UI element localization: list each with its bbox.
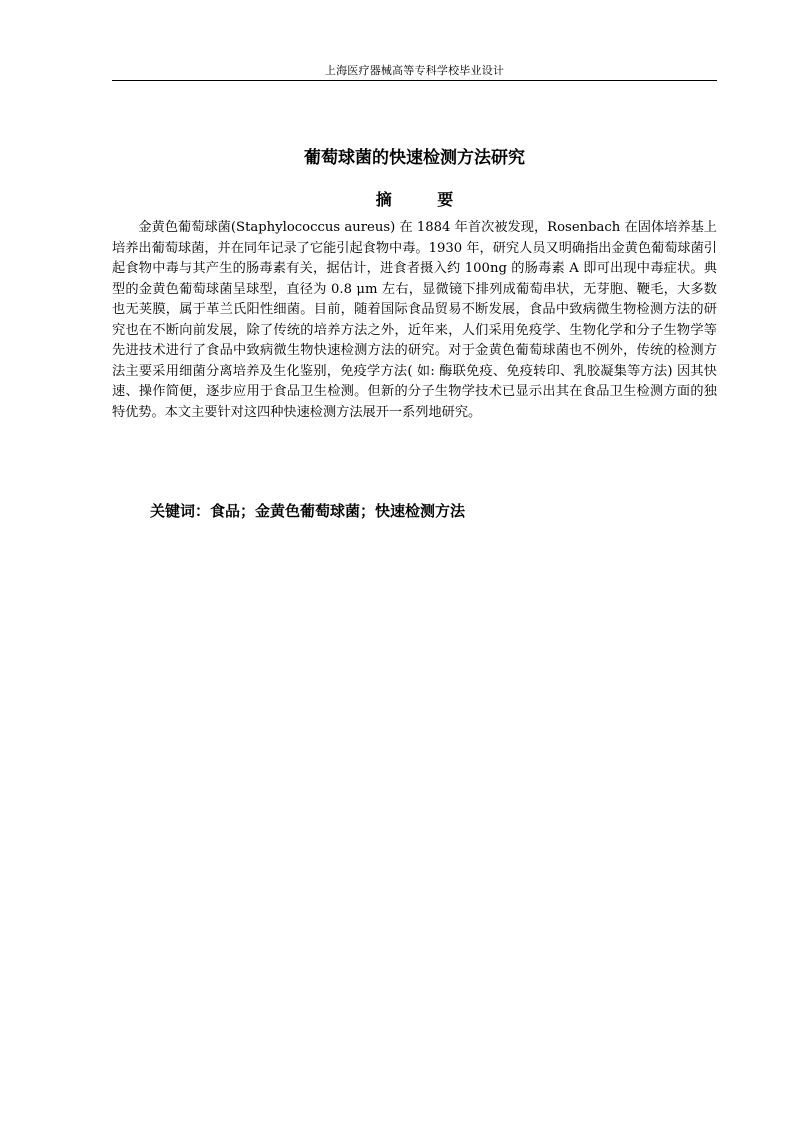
header-rule	[112, 80, 717, 81]
abstract-body	[112, 218, 717, 423]
keywords-line: 关键词：食品；金黄色葡萄球菌；快速检测方法	[150, 502, 466, 520]
running-header: 上海医疗器械高等专科学校毕业设计	[324, 64, 505, 77]
abstract-heading: 摘 要	[375, 190, 474, 209]
abstract-paragraph: 金黄色葡萄球菌(Staphylococcus aureus) 在 1884 年首次被发现，Rosenbach 在固体培养基上培养出葡萄球菌，并在同年记录了它能引起食物中毒。1930 年，研究人员又明确指出金黄色葡萄球菌引起食物中毒与其产生的肠毒素有关，据估计，进食者摄入约 100ng 的肠毒素 A 即可出现中毒症状。典型的金黄色葡萄球菌呈球型，直径为 0.8 μm 左右，显微镜下排列成葡萄串状，无芽胞、鞭毛，大多数也无荚膜，属于革兰氏阳性细菌。目前，随着国际食品贸易不断发展，食品中致病微生物检测方法的研究也在不断向前发展，除了传统的培养方法之外，近年来，人们采用免疫学、生物化学和分子生物学等先进技术进行了食品中致病微生物快速检测方法的研究。对于金黄色葡萄球菌也不例外，传统的检测方法主要采用细菌分离培养及生化鉴别，免疫学方法( 如: 酶联免疫、免疫转印、乳胶凝集等方法) 因其快速、操作简便，逐步应用于食品卫生检测。但新的分子生物学技术已显示出其在食品卫生检测方面的独特优势。本文主要针对这四种快速检测方法展开一系列地研究。	[112, 220, 717, 420]
document-title: 葡萄球菌的快速检测方法研究	[304, 148, 525, 168]
